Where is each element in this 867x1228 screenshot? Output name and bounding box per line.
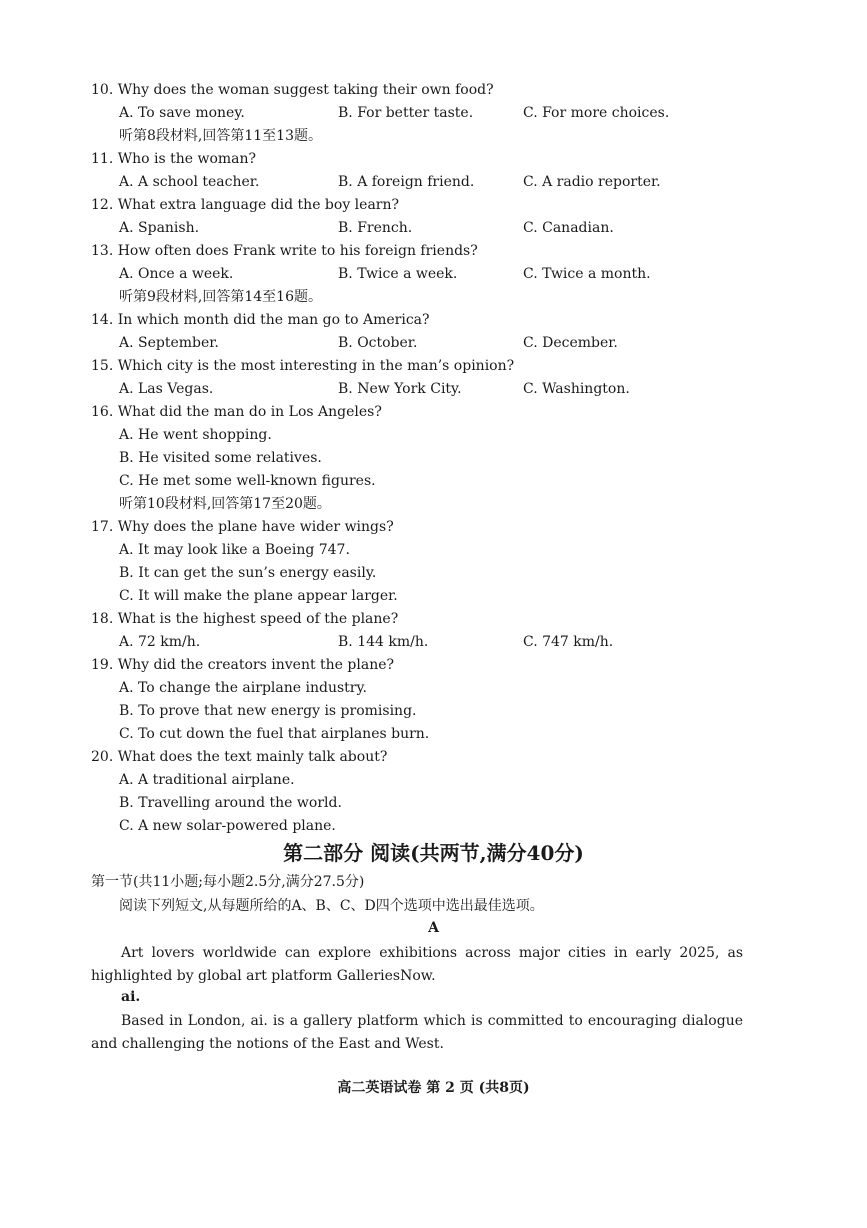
question-13-option-c: C. Twice a month. — [523, 266, 651, 282]
question-12-option-c: C. Canadian. — [523, 220, 614, 236]
question-15-option-a: A. Las Vegas. — [119, 381, 214, 397]
question-11-option-c: C. A radio reporter. — [523, 174, 661, 190]
question-10-option-b: B. For better taste. — [338, 105, 474, 121]
question-14-stem: 14. In which month did the man go to America? — [91, 312, 430, 328]
question-11-stem: 11. Who is the woman? — [91, 151, 257, 167]
question-20-option-a: A. A traditional airplane. — [119, 772, 295, 788]
question-18-stem: 18. What is the highest speed of the plane? — [91, 611, 399, 627]
question-17-option-c: C. It will make the plane appear larger. — [119, 588, 398, 604]
question-17-stem: 17. Why does the plane have wider wings? — [91, 519, 394, 535]
question-17-option-b: B. It can get the sun’s energy easily. — [119, 565, 377, 581]
question-14-option-c: C. December. — [523, 335, 618, 351]
question-14-option-a: A. September. — [119, 335, 219, 351]
question-16-stem: 16. What did the man do in Los Angeles? — [91, 404, 382, 420]
question-10-option-a: A. To save money. — [119, 105, 245, 121]
listening-note-9: 听第9段材料,回答第14至16题。 — [119, 289, 322, 305]
passage-paragraph-1: Art lovers worldwide can explore exhibitions across major cities in early 2025, as highlighted by global art platform GalleriesNow. — [91, 945, 743, 984]
question-10-stem: 10. Why does the woman suggest taking their own food? — [91, 82, 494, 98]
question-11-option-b: B. A foreign friend. — [338, 174, 475, 190]
listening-note-10: 听第10段材料,回答第17至20题。 — [119, 496, 331, 512]
passage-label: A — [428, 920, 439, 936]
question-16-option-b: B. He visited some relatives. — [119, 450, 322, 466]
question-12-option-b: B. French. — [338, 220, 413, 236]
question-19-option-a: A. To change the airplane industry. — [119, 680, 367, 696]
listening-note-8: 听第8段材料,回答第11至13题。 — [119, 128, 322, 144]
question-19-option-c: C. To cut down the fuel that airplanes burn. — [119, 726, 430, 742]
question-20-option-b: B. Travelling around the world. — [119, 795, 342, 811]
question-12-stem: 12. What extra language did the boy learn? — [91, 197, 400, 213]
question-20-stem: 20. What does the text mainly talk about? — [91, 749, 388, 765]
question-18-option-a: A. 72 km/h. — [119, 634, 201, 650]
question-12-option-a: A. Spanish. — [119, 220, 200, 236]
question-13-option-b: B. Twice a week. — [338, 266, 458, 282]
question-14-option-b: B. October. — [338, 335, 418, 351]
question-16-option-c: C. He met some well-known figures. — [119, 473, 376, 489]
question-13-option-a: A. Once a week. — [119, 266, 234, 282]
reading-instruction: 阅读下列短文,从每题所给的A、B、C、D四个选项中选出最佳选项。 — [119, 898, 544, 914]
question-15-option-b: B. New York City. — [338, 381, 462, 397]
part-two-heading: 第二部分 阅读(共两节,满分40分) — [283, 841, 584, 865]
page-footer: 高二英语试卷 第 2 页 (共8页) — [337, 1080, 530, 1096]
question-15-stem: 15. Which city is the most interesting in the man’s opinion? — [91, 358, 515, 374]
question-13-stem: 13. How often does Frank write to his foreign friends? — [91, 243, 478, 259]
question-19-stem: 19. Why did the creators invent the plane? — [91, 657, 395, 673]
section-one-heading: 第一节(共11小题;每小题2.5分,满分27.5分) — [91, 874, 365, 890]
passage-paragraph-2: Based in London, ai. is a gallery platform which is committed to encouraging dialogue and challenging the notions of the East and West. — [91, 1013, 743, 1052]
passage-subhead: ai. — [121, 989, 141, 1005]
question-17-option-a: A. It may look like a Boeing 747. — [119, 542, 350, 558]
question-11-option-a: A. A school teacher. — [119, 174, 260, 190]
question-20-option-c: C. A new solar-powered plane. — [119, 818, 336, 834]
question-10-option-c: C. For more choices. — [523, 105, 670, 121]
question-18-option-c: C. 747 km/h. — [523, 634, 614, 650]
question-18-option-b: B. 144 km/h. — [338, 634, 429, 650]
question-16-option-a: A. He went shopping. — [119, 427, 272, 443]
question-15-option-c: C. Washington. — [523, 381, 630, 397]
question-19-option-b: B. To prove that new energy is promising. — [119, 703, 417, 719]
